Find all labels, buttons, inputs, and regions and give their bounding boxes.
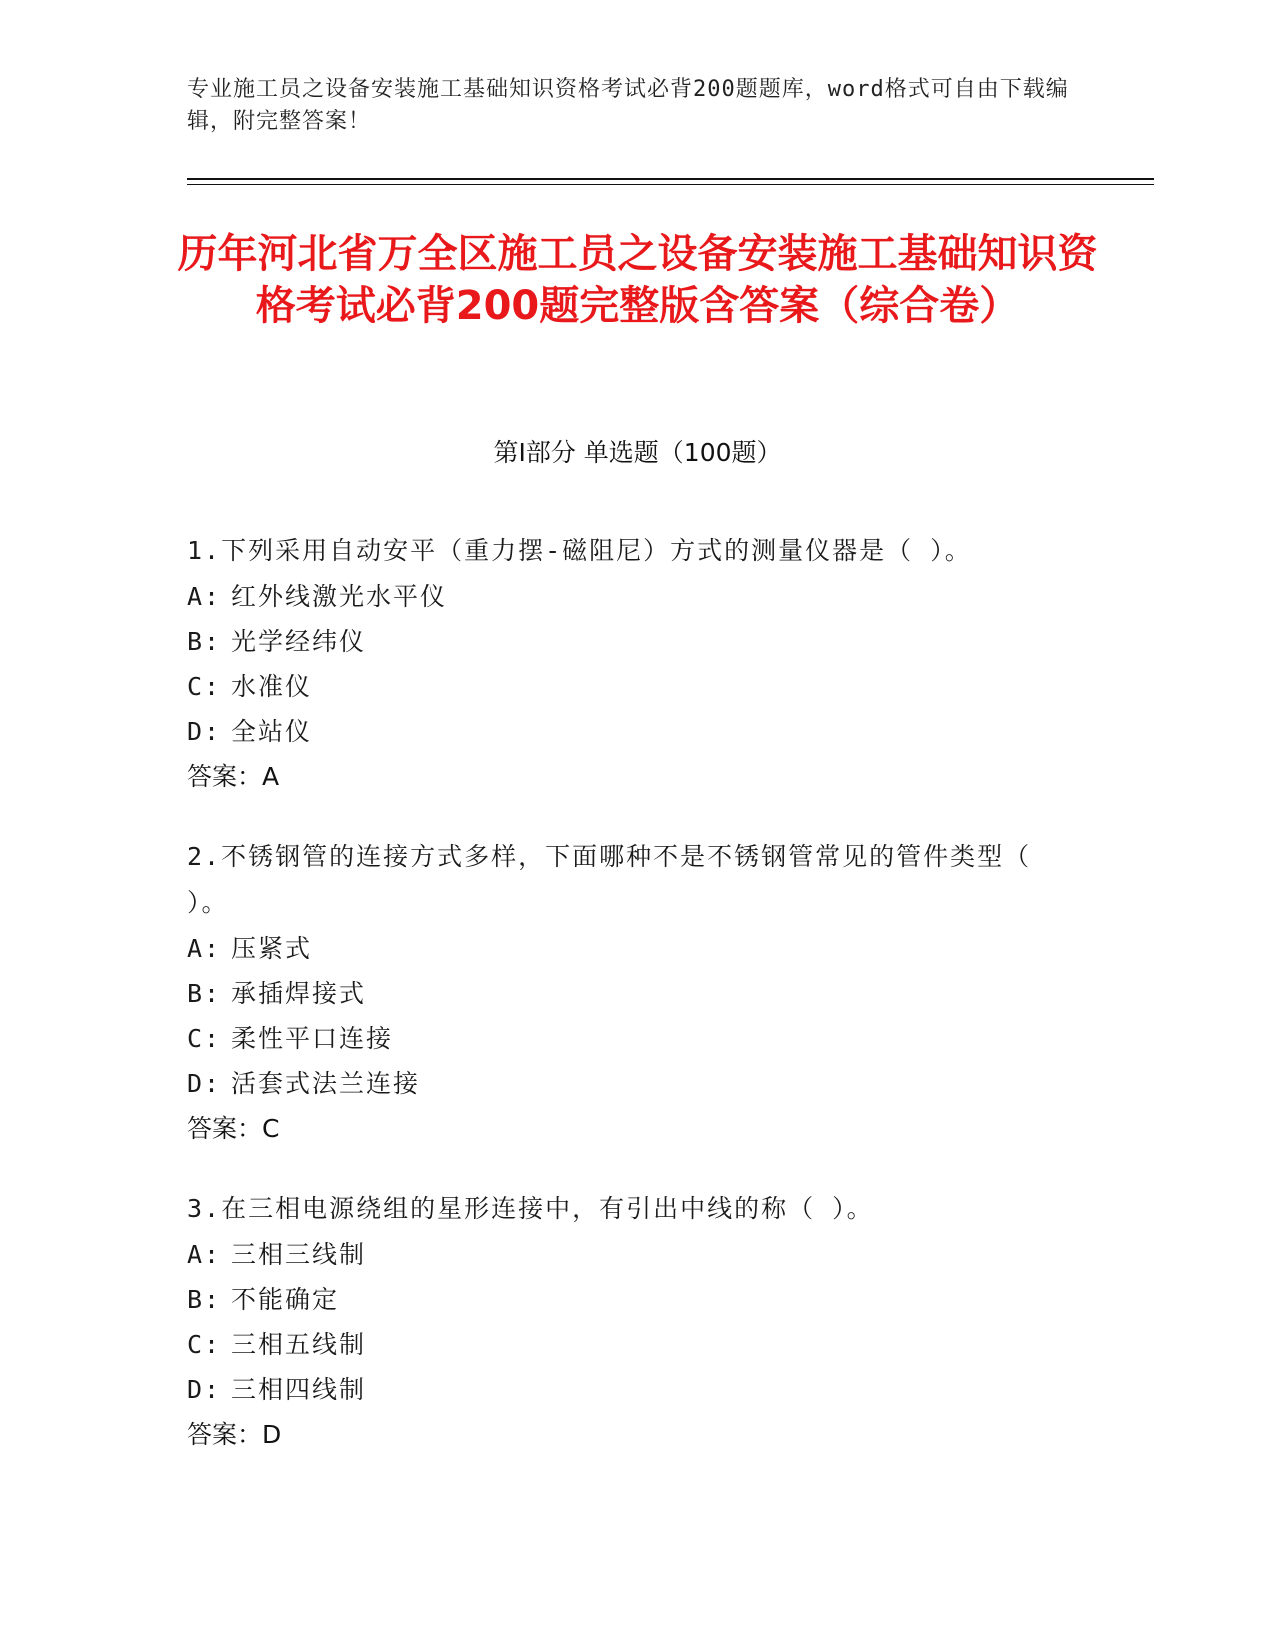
question-2 bbox=[187, 834, 1067, 1152]
option-a bbox=[187, 574, 1067, 619]
question-stem: 1.下列采用自动安平（重力摆-磁阻尼）方式的测量仪器是（ ）。 bbox=[187, 536, 972, 565]
option-key: B: bbox=[187, 627, 222, 656]
option-text: 全站仪 bbox=[231, 717, 313, 746]
option-key: C: bbox=[187, 672, 222, 701]
option-text: 水准仪 bbox=[231, 672, 313, 701]
question-stem: 2.不锈钢管的连接方式多样，下面哪种不是不锈钢管常见的管件类型（ ）。 bbox=[187, 842, 1032, 917]
option-text: 柔性平口连接 bbox=[231, 1024, 394, 1053]
option-a bbox=[187, 926, 1067, 971]
header-rule-thick bbox=[187, 178, 1154, 180]
question-1 bbox=[187, 528, 1067, 800]
option-key: A: bbox=[187, 934, 222, 963]
option-b bbox=[187, 619, 1067, 664]
answer-line: 答案：C bbox=[187, 1114, 280, 1143]
option-b bbox=[187, 971, 1067, 1016]
option-c bbox=[187, 1322, 1067, 1367]
option-text: 光学经纬仪 bbox=[231, 627, 367, 656]
option-d bbox=[187, 709, 1067, 754]
option-c bbox=[187, 664, 1067, 709]
header-note: 专业施工员之设备安装施工基础知识资格考试必背200题题库，word格式可自由下载编辑，附完整答案！ bbox=[187, 77, 1069, 134]
answer-line: 答案：A bbox=[187, 762, 280, 791]
option-text: 承插焊接式 bbox=[231, 979, 367, 1008]
option-text: 三相四线制 bbox=[231, 1375, 367, 1404]
option-key: C: bbox=[187, 1330, 222, 1359]
option-text: 三相五线制 bbox=[231, 1330, 367, 1359]
option-d bbox=[187, 1061, 1067, 1106]
document-title: 历年河北省万全区施工员之设备安装施工基础知识资格考试必背200题完整版含答案（综合卷） bbox=[177, 231, 1098, 329]
option-a bbox=[187, 1232, 1067, 1277]
header-rule-thin bbox=[187, 184, 1154, 185]
option-text: 不能确定 bbox=[231, 1285, 340, 1314]
option-key: D: bbox=[187, 1375, 222, 1404]
option-key: A: bbox=[187, 1240, 222, 1269]
option-text: 活套式法兰连接 bbox=[231, 1069, 421, 1098]
option-key: A: bbox=[187, 582, 222, 611]
option-text: 三相三线制 bbox=[231, 1240, 367, 1269]
question-stem: 3.在三相电源绕组的星形连接中，有引出中线的称（ ）。 bbox=[187, 1194, 874, 1223]
option-text: 压紧式 bbox=[231, 934, 313, 963]
option-d bbox=[187, 1367, 1067, 1412]
option-key: B: bbox=[187, 1285, 222, 1314]
section-heading: 第Ⅰ部分 单选题（100题） bbox=[493, 438, 782, 467]
option-key: B: bbox=[187, 979, 222, 1008]
question-3 bbox=[187, 1186, 1067, 1458]
question-list bbox=[187, 528, 1067, 1492]
option-key: C: bbox=[187, 1024, 222, 1053]
option-key: D: bbox=[187, 1069, 222, 1098]
option-key: D: bbox=[187, 717, 222, 746]
option-c bbox=[187, 1016, 1067, 1061]
answer-line: 答案：D bbox=[187, 1420, 282, 1449]
option-b bbox=[187, 1277, 1067, 1322]
option-text: 红外线激光水平仪 bbox=[231, 582, 448, 611]
